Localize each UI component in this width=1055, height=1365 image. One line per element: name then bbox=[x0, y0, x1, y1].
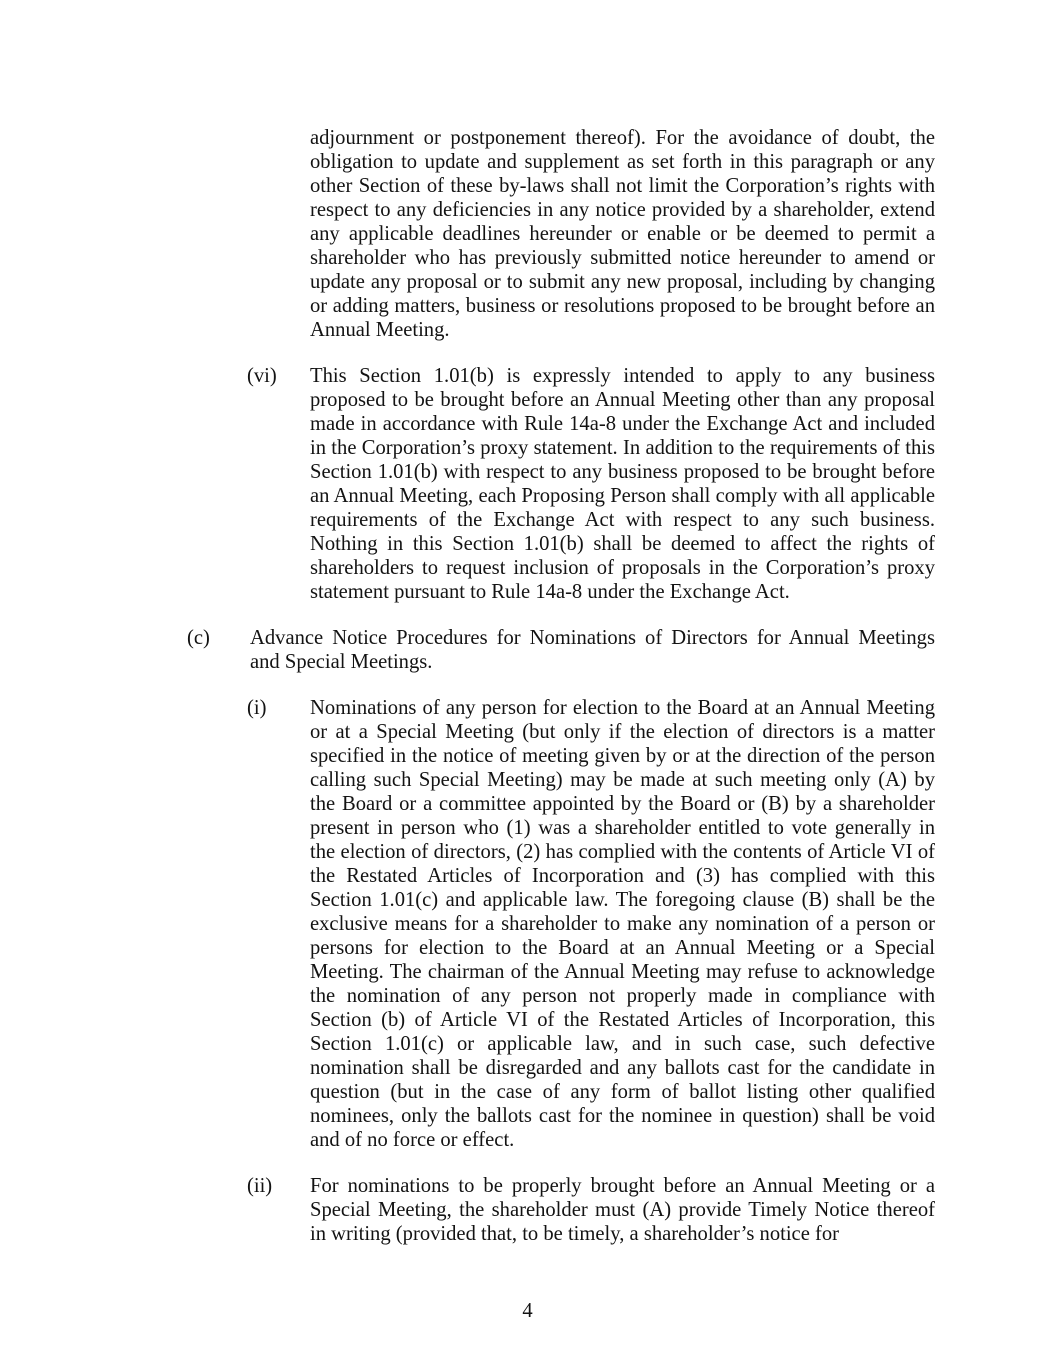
list-item-vi bbox=[247, 364, 1055, 604]
item-label: (ii) bbox=[247, 1175, 273, 1197]
list-item-c bbox=[187, 626, 1055, 674]
item-text: Advance Notice Procedures for Nominations of Directors for Annual Meetings and Special Meetings. bbox=[250, 627, 935, 673]
list-item-i bbox=[247, 696, 1055, 1152]
item-text: For nominations to be properly brought before an Annual Meeting or a Special Meeting, the shareholder must (A) provide Timely Notice thereof in writing (provided that, to be timely, a shareholder’s notice for bbox=[310, 1175, 935, 1245]
paragraph-text: adjournment or postponement thereof). For the avoidance of doubt, the obligation to update and supplement as set forth in this paragraph or any other Section of these by-laws shall not limit the Corporation’s rights with respect to any deficiencies in any notice provided by a shareholder, extend any applicable deadlines hereunder or enable or be deemed to permit a shareholder who has previously submitted notice hereunder to amend or update any proposal or to submit any new proposal, including by changing or adding matters, business or resolutions proposed to be brought before an Annual Meeting. bbox=[310, 127, 935, 341]
page-number: 4 bbox=[522, 1300, 533, 1322]
item-label: (i) bbox=[247, 697, 267, 719]
item-label: (c) bbox=[187, 627, 210, 649]
list-item-ii bbox=[247, 1174, 1055, 1246]
item-label: (vi) bbox=[247, 365, 277, 387]
item-text: Nominations of any person for election to the Board at an Annual Meeting or at a Special Meeting (but only if the election of directors is a matter specified in the notice of meeting given by or at the direction of the person calling such Special Meeting) may be made at such meeting only (A) by the Board or a committee appointed by the Board or (B) by a shareholder present in person who (1) was a shareholder entitled to vote generally in the election of directors, (2) has complied with the contents of Article VI of the Restated Articles of Incorporation and (3) has complied with this Section 1.01(c) and applicable law. The foregoing clause (B) shall be the exclusive means for a shareholder to make any nomination of a person or persons for election to the Board at an Annual Meeting or a Special Meeting. The chairman of the Annual Meeting may refuse to acknowledge the nomination of any person not properly made in compliance with Section (b) of Article VI of the Restated Articles of Incorporation, this Section 1.01(c) or applicable law, and in such case, such defective nomination shall be disregarded and any ballots cast for the candidate in question (but in the case of any form of ballot listing other qualified nominees, only the ballots cast for the nominee in question) shall be void and of no force or effect. bbox=[310, 697, 935, 1151]
item-text: This Section 1.01(b) is expressly intended to apply to any business proposed to be brought before an Annual Meeting other than any proposal made in accordance with Rule 14a-8 under the Exchange Act and included in the Corporation’s proxy statement. In addition to the requirements of this Section 1.01(b) with respect to any business proposed to be brought before an Annual Meeting, each Proposing Person shall comply with all applicable requirements of the Exchange Act with respect to any such business. Nothing in this Section 1.01(b) shall be deemed to affect the rights of shareholders to request inclusion of proposals in the Corporation’s proxy statement pursuant to Rule 14a-8 under the Exchange Act. bbox=[310, 365, 935, 603]
paragraph-continuation bbox=[310, 126, 1055, 342]
